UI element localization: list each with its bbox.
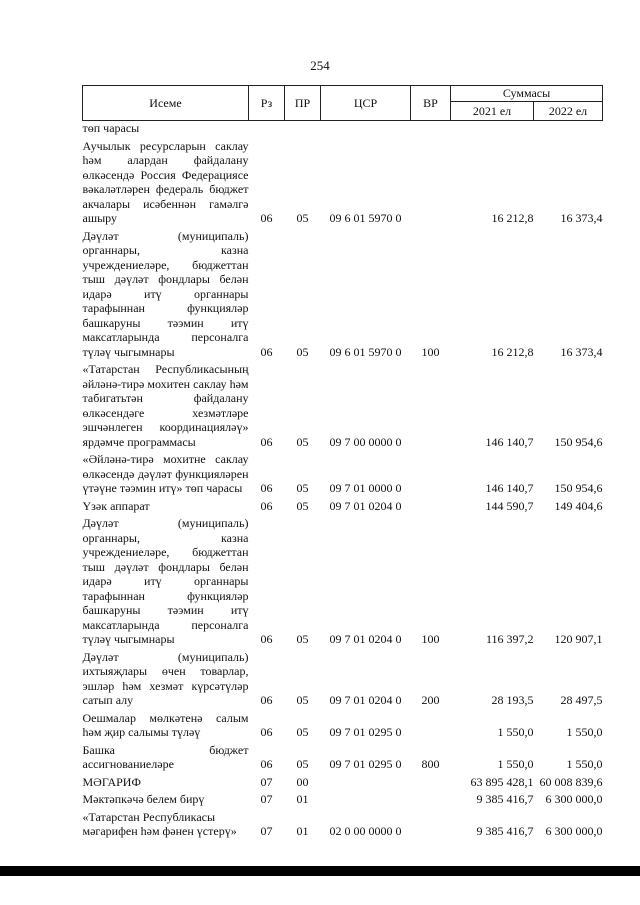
- row-vr: 100: [421, 344, 440, 359]
- row-rz: 06: [260, 344, 273, 359]
- row-csr: [321, 775, 411, 793]
- row-name: «Татарстан Республикасының әйләнә-тирә мохитен саклау һәм табигатьтән файдалану өлкәсендәге хезмәтләре эшчәнлеген координацияләү» ярдәмче программасы: [82, 362, 249, 449]
- row-csr: [321, 121, 411, 139]
- table-row: [83, 229, 603, 363]
- table-row: [83, 452, 603, 499]
- scan-border: [0, 866, 640, 876]
- table-row: [83, 650, 603, 711]
- row-pr: 05: [296, 725, 309, 739]
- header-year-2022: 2022 ел: [534, 102, 603, 121]
- row-rz: 06: [260, 434, 273, 449]
- row-sum-2022: 6 300 000,0: [545, 824, 603, 838]
- row-pr: 01: [296, 824, 309, 838]
- row-pr: 05: [296, 434, 309, 449]
- row-csr: 09 7 00 0000 0: [329, 434, 402, 449]
- header-name: Исеме: [83, 86, 249, 121]
- row-pr: 05: [296, 344, 309, 359]
- row-rz: 06: [260, 725, 273, 739]
- row-rz: 06: [260, 498, 273, 513]
- row-pr: 05: [296, 693, 309, 707]
- row-csr: 09 7 01 0204 0: [329, 632, 402, 646]
- row-sum-2022: 16 373,4: [560, 344, 603, 359]
- table-body: [83, 121, 603, 842]
- row-sum-2021: 16 212,8: [491, 344, 534, 359]
- row-pr: 05: [296, 498, 309, 513]
- row-vr: 800: [421, 757, 440, 771]
- row-rz: 07: [260, 824, 273, 838]
- row-sum-2022: 16 373,4: [560, 211, 603, 225]
- table-row: [83, 792, 603, 810]
- row-csr: 09 6 01 5970 0: [329, 344, 402, 359]
- row-sum-2022: 120 907,1: [554, 632, 603, 646]
- row-sum-2021: [451, 121, 534, 139]
- header-pr: ПР: [285, 86, 321, 121]
- row-csr: 09 6 01 5970 0: [329, 211, 402, 225]
- row-sum-2021: 16 212,8: [491, 211, 534, 225]
- row-csr: 09 7 01 0204 0: [329, 693, 402, 707]
- row-name: Үзәк аппарат: [82, 498, 150, 513]
- row-sum-2022: 28 497,5: [560, 693, 603, 707]
- row-sum-2021: 1 550,0: [497, 725, 534, 739]
- row-pr: 01: [296, 792, 309, 806]
- row-rz: [249, 121, 285, 139]
- row-sum-2022: 6 300 000,0: [545, 792, 603, 806]
- row-name: Дәүләт (муниципаль) ихтыяҗлары өчен товарлар, эшләр һәм хезмәт күрсәтүләр сатып алу: [82, 649, 249, 707]
- header-vr: ВР: [411, 86, 451, 121]
- row-pr: 05: [296, 632, 309, 646]
- row-name: МӘГАРИФ: [82, 774, 141, 789]
- row-sum-2021: 146 140,7: [485, 434, 534, 449]
- row-rz: 06: [260, 481, 273, 495]
- table-row: [83, 499, 603, 517]
- row-rz: 06: [260, 211, 273, 225]
- row-name: «Татарстан Республикасы мәгарифен һәм фәнен үстерү»: [82, 809, 237, 838]
- row-csr: 09 7 01 0204 0: [329, 498, 402, 513]
- header-rz: Рз: [249, 86, 285, 121]
- header-csr: ЦСР: [321, 86, 411, 121]
- row-csr: [321, 792, 411, 810]
- row-sum-2021: 146 140,7: [485, 481, 534, 495]
- row-name: «Әйләнә-тирә мохитне саклау өлкәсендә дәүләт функцияләрен үтәүне тәэмин итү» төп чарасы: [82, 452, 249, 495]
- row-csr: 09 7 01 0295 0: [329, 757, 402, 771]
- row-name: Дәүләт (муниципаль) органнары, казна учреждениеләре, бюджеттан тыш дәүләт фондлары белән идарә итү органнары тарафыннан функцияләр башкаруны тәэмин итү максатларында персоналга түләү чыгымнары: [82, 516, 249, 646]
- table-row: [83, 121, 603, 139]
- row-sum-2021: 1 550,0: [497, 757, 534, 771]
- row-sum-2022: [534, 121, 603, 139]
- row-pr: [285, 121, 321, 139]
- table-row: [83, 362, 603, 452]
- row-vr: 100: [421, 632, 440, 646]
- table-row: [83, 516, 603, 650]
- row-vr: [411, 775, 451, 793]
- table-row: [83, 775, 603, 793]
- table-header: [83, 86, 603, 121]
- row-sum-2021: 144 590,7: [485, 498, 534, 513]
- table-row: [83, 139, 603, 229]
- row-sum-2021: 9 385 416,7: [476, 824, 534, 838]
- row-sum-2021: 116 397,2: [485, 632, 534, 646]
- row-vr: 200: [421, 693, 440, 707]
- budget-table: [82, 85, 603, 842]
- row-name: Мәктәпкәчә белем бирү: [82, 792, 205, 806]
- row-vr: [411, 139, 451, 229]
- row-sum-2022: 150 954,6: [554, 481, 603, 495]
- row-vr: [411, 792, 451, 810]
- page-number: 254: [310, 58, 330, 73]
- row-rz: 06: [260, 632, 273, 646]
- row-sum-2022: 60 008 839,6: [539, 774, 603, 789]
- row-csr: 09 7 01 0295 0: [329, 725, 402, 739]
- row-sum-2022: 149 404,6: [554, 498, 603, 513]
- row-sum-2022: 150 954,6: [554, 434, 603, 449]
- table-row: [83, 743, 603, 775]
- row-csr: 09 7 01 0000 0: [329, 481, 402, 495]
- row-vr: [411, 499, 451, 517]
- row-name: Аучылык ресурсларын саклау һәм алардан файдалану өлкәсендә Россия Федерациясе вәкаләтләрен федераль бюджет акчалары исәбеннән гамәлгә ашыру: [82, 138, 249, 225]
- header-sums: Суммасы: [451, 86, 603, 102]
- row-sum-2021: 63 895 428,1: [470, 774, 534, 789]
- row-vr: [411, 362, 451, 452]
- row-sum-2021: 28 193,5: [491, 693, 534, 707]
- row-vr: [411, 452, 451, 499]
- row-sum-2021: 9 385 416,7: [476, 792, 534, 806]
- row-rz: 07: [260, 792, 273, 806]
- row-name: Башка бюджет ассигнованиеләре: [82, 742, 249, 771]
- row-name: Дәүләт (муниципаль) органнары, казна учреждениеләре, бюджеттан тыш дәүләт фондлары белән идарә итү органнары тарафыннан функцияләр башкаруны тәэмин итү максатларында персоналга түләү чыгымнары: [82, 228, 249, 359]
- row-pr: 05: [296, 757, 309, 771]
- row-rz: 07: [260, 774, 273, 789]
- row-sum-2022: 1 550,0: [566, 757, 603, 771]
- row-name: Оешмалар мөлкәтенә салым һәм җир салымы түләү: [82, 710, 249, 739]
- row-pr: 05: [296, 211, 309, 225]
- row-vr: [411, 121, 451, 139]
- row-csr: 02 0 00 0000 0: [329, 824, 402, 838]
- row-name: төп чарасы: [82, 121, 140, 135]
- table-row: [83, 711, 603, 743]
- row-rz: 06: [260, 693, 273, 707]
- row-rz: 06: [260, 757, 273, 771]
- header-year-2021: 2021 ел: [451, 102, 534, 121]
- table-row: [83, 810, 603, 842]
- row-vr: [411, 810, 451, 842]
- row-pr: 00: [296, 774, 309, 789]
- row-sum-2022: 1 550,0: [566, 725, 603, 739]
- row-pr: 05: [296, 481, 309, 495]
- row-vr: [411, 711, 451, 743]
